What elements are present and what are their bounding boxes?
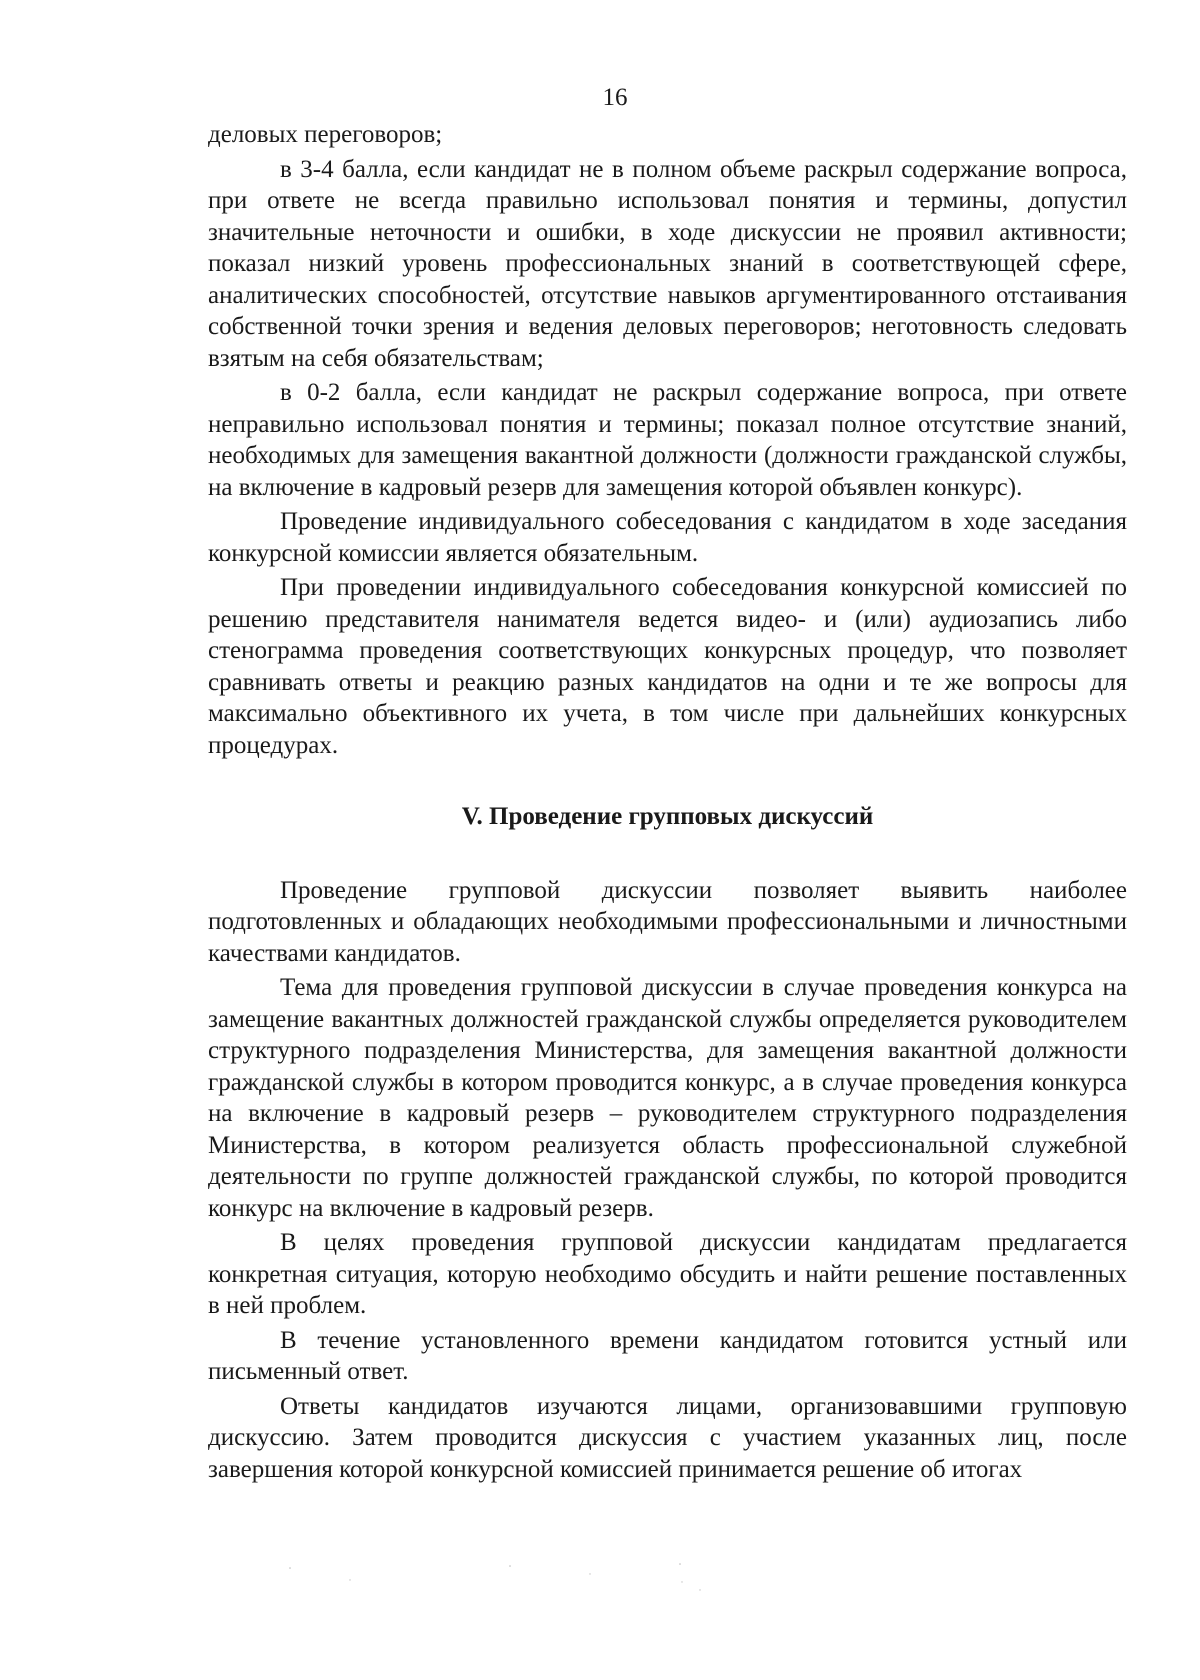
paragraph: В целях проведения групповой дискуссии кандидатам предлагается конкретная ситуация, которую необходимо обсудить и найти решение поставленных в ней проблем.: [208, 1229, 1127, 1319]
paragraph: Ответы кандидатов изучаются лицами, организовавшими групповую дискуссию. Затем проводится дискуссия с участием указанных лиц, после завершения которой конкурсной комиссией принимается решение об итогах: [208, 1392, 1127, 1483]
paragraph: При проведении индивидуального собеседования конкурсной комиссией по решению представителя нанимателя ведется видео- и (или) аудиозапись либо стенограмма проведения соответствующих конкурсных процедур, что позволяет сравнивать ответы и реакцию разных кандидатов на одни и те же вопросы для максимально объективного их учета, в том числе при дальнейших конкурсных процедурах.: [208, 574, 1127, 759]
paragraph: Проведение групповой дискуссии позволяет выявить наиболее подготовленных и обладающих необходимыми профессиональными и личностными качествами кандидатов.: [208, 876, 1127, 967]
paragraph: деловых переговоров;: [208, 121, 443, 148]
paragraph: в 3-4 балла, если кандидат не в полном объеме раскрыл содержание вопроса, при ответе не всегда правильно использовал понятия и термины, допустил значительные неточности и ошибки, в ходе дискуссии не проявил активности; показал низкий уровень профессиональных знаний в соответствующей сфере, аналитических способностей, отсутствие навыков аргументированного отстаивания собственной точки зрения и ведения деловых переговоров; неготовность следовать взятым на себя обязательствам;: [208, 155, 1127, 372]
paragraph: Тема для проведения групповой дискуссии в случае проведения конкурса на замещение вакантных должностей гражданской службы определяется руководителем структурного подразделения Министерства, для замещения вакантной должности гражданской службы в котором проводится конкурс, а в случае проведения конкурса на включение в кадровый резерв – руководителем структурного подразделения Министерства, в котором реализуется область профессиональной служебной деятельности по группе должностей гражданской службы, по которой проводится конкурс на включение в кадровый резерв.: [208, 974, 1127, 1222]
paragraphs-after-section: [208, 875, 1127, 1486]
scan-noise-marks: [280, 1560, 720, 1610]
page-number: 16: [602, 84, 628, 111]
paragraph: в 0-2 балла, если кандидат не раскрыл содержание вопроса, при ответе неправильно использовал понятия и термины; показал полное отсутствие знаний, необходимых для замещения вакантной должности (должности гражданской службы, на включение в кадровый резерв для замещения которой объявлен конкурс).: [208, 379, 1127, 501]
paragraph: Проведение индивидуального собеседования с кандидатом в ходе заседания конкурсной комиссии является обязательным.: [208, 508, 1127, 567]
section-heading: V. Проведение групповых дискуссий: [461, 803, 874, 830]
document-body: [208, 119, 1127, 1485]
paragraphs-before-section: [208, 119, 1127, 761]
paragraph: В течение установленного времени кандидатом готовится устный или письменный ответ.: [208, 1326, 1127, 1385]
